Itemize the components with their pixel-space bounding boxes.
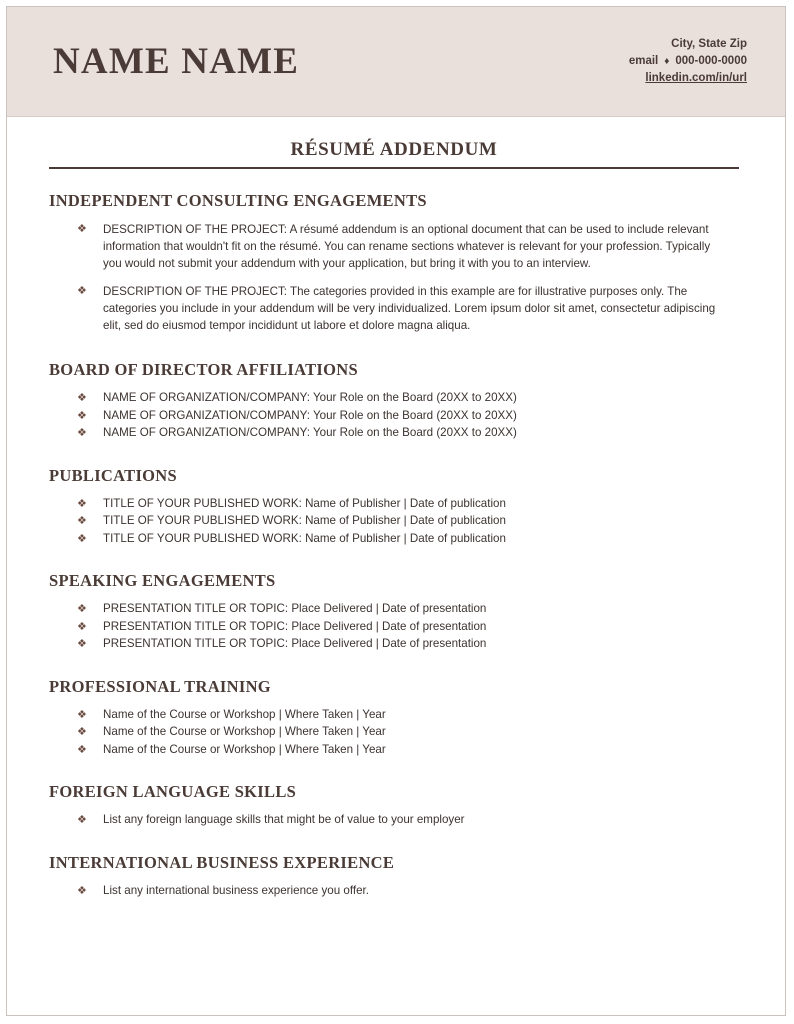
list-item-text: NAME OF ORGANIZATION/COMPANY: Your Role on the Board (20XX to 20XX): [103, 426, 517, 439]
list-item-text: TITLE OF YOUR PUBLISHED WORK: Name of Publisher | Date of publication: [103, 514, 506, 527]
section-heading: FOREIGN LANGUAGE SKILLS: [49, 782, 297, 801]
diamond-bullet-icon: ❖: [77, 638, 87, 650]
list-item-text: Name of the Course or Workshop | Where Taken | Year: [103, 742, 386, 756]
list-item: [77, 283, 739, 334]
list-item: [77, 812, 739, 829]
section-heading: BOARD OF DIRECTOR AFFILIATIONS: [49, 360, 358, 379]
list-item: [77, 221, 739, 272]
list-item: [77, 619, 739, 636]
list-item: [77, 496, 739, 513]
diamond-bullet-icon: ❖: [77, 285, 87, 297]
list-item: [77, 531, 739, 548]
section-heading: PROFESSIONAL TRAINING: [49, 676, 271, 696]
section-heading: INDEPENDENT CONSULTING ENGAGEMENTS: [49, 191, 427, 210]
list-item: [77, 707, 739, 724]
diamond-bullet-icon: ❖: [77, 409, 87, 422]
list-item-text: Name of the Course or Workshop | Where Taken | Year: [103, 707, 386, 721]
section-speaking-engagements: [49, 571, 739, 653]
section-list: [49, 221, 739, 334]
contact-email-phone: [629, 53, 747, 70]
diamond-bullet-icon: ❖: [77, 497, 87, 510]
list-item: [77, 742, 739, 759]
title-divider: [49, 167, 739, 169]
diamond-bullet-icon: ❖: [77, 814, 87, 826]
diamond-bullet-icon: ❖: [77, 884, 87, 897]
linkedin-link[interactable]: linkedin.com/in/url: [645, 72, 747, 84]
list-item: [77, 425, 739, 442]
section-list: [49, 601, 739, 653]
section-heading: SPEAKING ENGAGEMENTS: [49, 571, 276, 590]
diamond-bullet-icon: ❖: [77, 223, 87, 235]
candidate-name: NAME NAME: [53, 41, 300, 82]
list-item-text: TITLE OF YOUR PUBLISHED WORK: Name of Publisher | Date of publication: [103, 496, 506, 510]
page-title: RÉSUMÉ ADDENDUM: [290, 139, 498, 160]
list-item: [77, 390, 739, 407]
section-board-affiliations: [49, 360, 739, 442]
list-item-text: DESCRIPTION OF THE PROJECT: A résumé addendum is an optional document that can be used to include relevant information that wouldn't fit on the résumé. You can rename sections whatever is relevant for your profession. Typically you would not submit your addendum with your application, but bring it with you to an interview.: [103, 223, 711, 270]
diamond-bullet-icon: ❖: [77, 392, 87, 404]
contact-email-label[interactable]: email: [628, 55, 659, 67]
resume-page: [6, 6, 786, 1016]
contact-linkedin-line: [629, 70, 747, 87]
section-list: [49, 496, 739, 548]
section-international-business-experience: [49, 853, 739, 900]
diamond-bullet-icon: ❖: [77, 620, 87, 633]
diamond-bullet-icon: ❖: [77, 708, 87, 721]
list-item-text: List any foreign language skills that might be of value to your employer: [103, 813, 465, 826]
diamond-bullet-icon: ❖: [77, 726, 87, 738]
list-item: [77, 724, 739, 741]
contact-phone: 000-000-0000: [675, 55, 747, 67]
diamond-bullet-icon: ❖: [77, 743, 87, 756]
section-list: [49, 707, 739, 759]
diamond-bullet-icon: ❖: [77, 603, 87, 615]
list-item-text: DESCRIPTION OF THE PROJECT: The categories provided in this example are for illustrative purposes only. The categories you include in your addendum will be very individualized. Lorem ipsum dolor sit amet, consectetur adipiscing elit, sed do eiusmod tempor incididunt ut labore et dolore magna aliqua.: [103, 285, 716, 332]
section-professional-training: [49, 677, 739, 759]
list-item-text: PRESENTATION TITLE OR TOPIC: Place Delivered | Date of presentation: [103, 602, 487, 615]
section-publications: [49, 466, 739, 548]
list-item-text: Name of the Course or Workshop | Where Taken | Year: [103, 725, 386, 738]
contact-block: [629, 36, 747, 87]
section-list: [49, 883, 739, 900]
list-item-text: TITLE OF YOUR PUBLISHED WORK: Name of Publisher | Date of publication: [103, 531, 506, 545]
document-body: [7, 117, 785, 899]
diamond-bullet-icon: ❖: [77, 515, 87, 527]
list-item: [77, 636, 739, 653]
list-item-text: PRESENTATION TITLE OR TOPIC: Place Delivered | Date of presentation: [103, 637, 487, 650]
list-item: [77, 408, 739, 425]
diamond-bullet-icon: ❖: [77, 427, 87, 439]
diamond-separator-icon: ♦: [664, 56, 670, 67]
section-foreign-language-skills: [49, 782, 739, 829]
section-list: [49, 390, 739, 442]
list-item: [77, 601, 739, 618]
list-item: [77, 513, 739, 530]
section-independent-consulting: [49, 191, 739, 334]
list-item-text: List any international business experience you offer.: [103, 883, 369, 897]
diamond-bullet-icon: ❖: [77, 532, 87, 545]
list-item-text: PRESENTATION TITLE OR TOPIC: Place Delivered | Date of presentation: [103, 619, 487, 633]
section-heading: PUBLICATIONS: [49, 465, 177, 485]
contact-location: City, State Zip: [671, 38, 747, 50]
section-heading: INTERNATIONAL BUSINESS EXPERIENCE: [49, 852, 395, 872]
list-item-text: NAME OF ORGANIZATION/COMPANY: Your Role on the Board (20XX to 20XX): [103, 408, 517, 422]
document-header: [7, 7, 785, 117]
list-item: [77, 883, 739, 900]
section-list: [49, 812, 739, 829]
list-item-text: NAME OF ORGANIZATION/COMPANY: Your Role on the Board (20XX to 20XX): [103, 391, 517, 404]
